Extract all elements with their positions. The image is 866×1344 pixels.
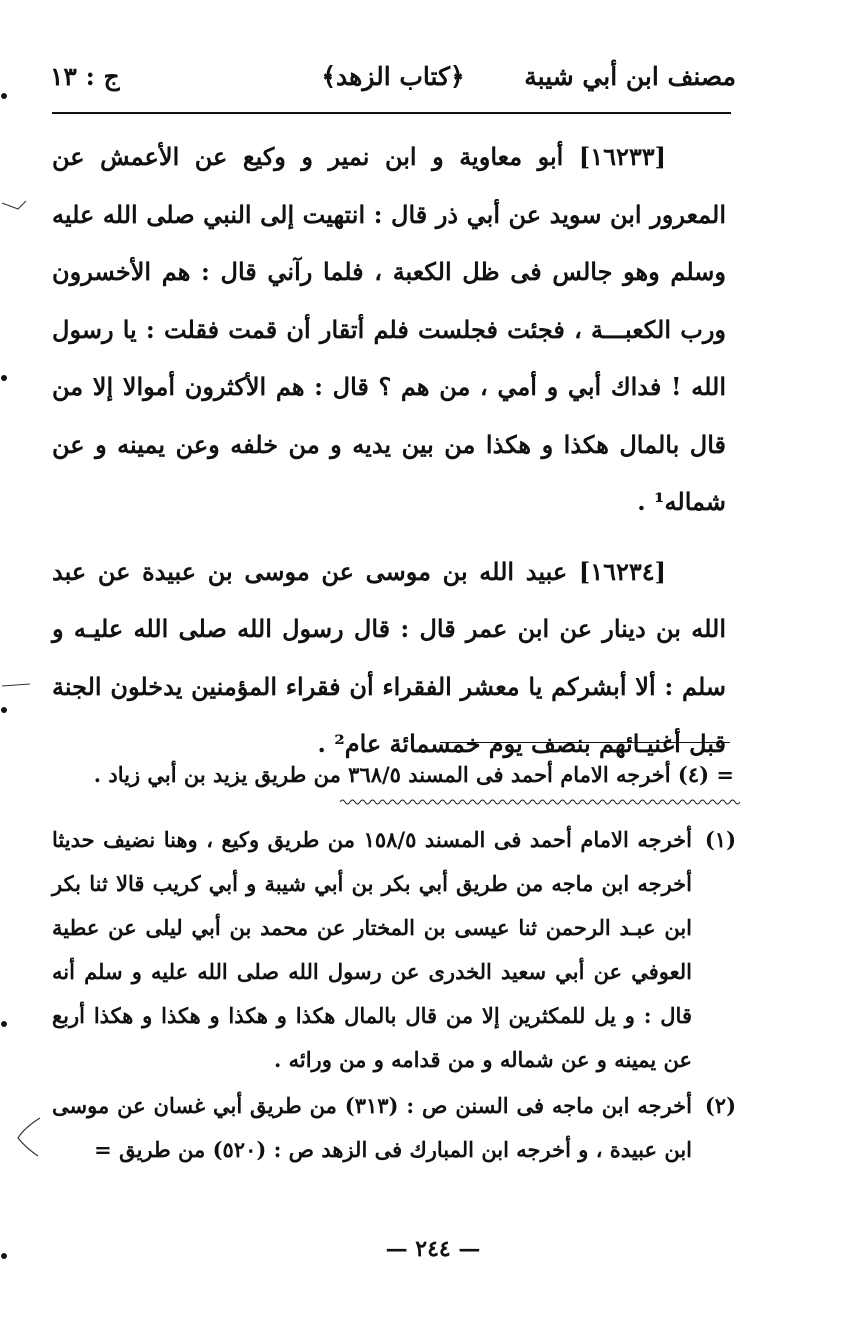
- footnotes: [52, 818, 736, 1172]
- main-text: [52, 128, 726, 773]
- footnote-number: (١): [704, 827, 736, 852]
- margin-dot-mark: [0, 1018, 12, 1030]
- margin-dot-mark: [0, 1250, 12, 1262]
- margin-dot-mark: [0, 372, 12, 384]
- wavy-divider: [340, 798, 740, 806]
- hadith-text: عبيد الله بن موسى عن موسى بن عبيدة عن عبد الله بن دينار عن ابن عمر قال : قال رسول الله صلى الله عليـه و سلم : ألا أبشركم يا معشر الفقراء أن فقراء المؤمنين يدخلون الجنة قبل أغنيـائهم بنصف يوم خمسمائة عام² .: [52, 556, 726, 758]
- margin-bracket-mark: [4, 1112, 44, 1162]
- hadith-number: [١٦٢٣٣]: [578, 142, 666, 171]
- hadith-entry: [52, 128, 726, 531]
- footnote-text: أخرجه الامام أحمد فى المسند ١٥٨/٥ من طريق وكيع ، وهنا نضيف حديثا أخرجه ابن ماجه من طريق أبي بكر بن أبي شيبة و أبي كريب قالا ثنا بكر ابن عبـد الرحمن ثنا عيسى بن المختار عن محمد بن أبي ليلى عن عطية العوفي عن أبي سعيد الخدرى عن رسول الله صلى الله عليه و سلم أنه قال : و يل للمكثرين إلا من قال بالمال هكذا و هكذا و هكذا و هكذا أربع عن يمينه و عن شماله و من قدامه و من ورائه .: [52, 827, 692, 1072]
- page-number: — ٢٤٤ —: [385, 1236, 481, 1262]
- footnote-number: (٢): [704, 1093, 736, 1118]
- page-header: [50, 62, 736, 102]
- margin-dot-mark: [0, 704, 12, 716]
- header-rule: [52, 112, 731, 114]
- footnote: [52, 1084, 736, 1172]
- book-title: مصنف ابن أبي شيبة: [524, 62, 736, 91]
- margin-dot-mark: [0, 90, 12, 102]
- chapter-title: ﴿كتاب الزهد﴾: [321, 62, 465, 91]
- margin-tick-mark: [0, 195, 30, 225]
- footnote-text: أخرجه ابن ماجه فى السنن ص : (٣١٣) من طريق أبي غسان عن موسى ابن عبيدة ، و أخرجه ابن المبارك فى الزهد ص : (٥٢٠) من طريق =: [52, 1093, 692, 1162]
- hadith-entry: [52, 543, 726, 773]
- hadith-number: [١٦٢٣٤]: [578, 556, 666, 586]
- footnote-continuation: = (٤) أخرجه الامام أحمد فى المسند ٣٦٨/٥ من طريق يزيد بن أبي زياد .: [93, 762, 734, 787]
- hadith-text: أبو معاوية و ابن نمير و وكيع عن الأعمش عن المعرور ابن سويد عن أبي ذر قال : انتهيت إلى النبي صلى الله عليه وسلم وهو جالس فى ظل الكعبة ، فلما رآني قال : هم الأخسرون ورب الكعبـــة ، فجئت فجلست فلم أتقار أن قمت فقلت : يا رسول الله ! فداك أبي و أمي ، من هم ؟ قال : هم الأكثرون أموالا إلا من قال بالمال هكذا و هكذا من بين يديه و من خلفه وعن يمينه و عن شماله¹ .: [52, 142, 726, 516]
- footnote-separator: [440, 742, 730, 743]
- margin-tick-mark: [0, 676, 34, 696]
- volume-number: ج : ١٣: [50, 62, 120, 91]
- footnote: [52, 818, 736, 1082]
